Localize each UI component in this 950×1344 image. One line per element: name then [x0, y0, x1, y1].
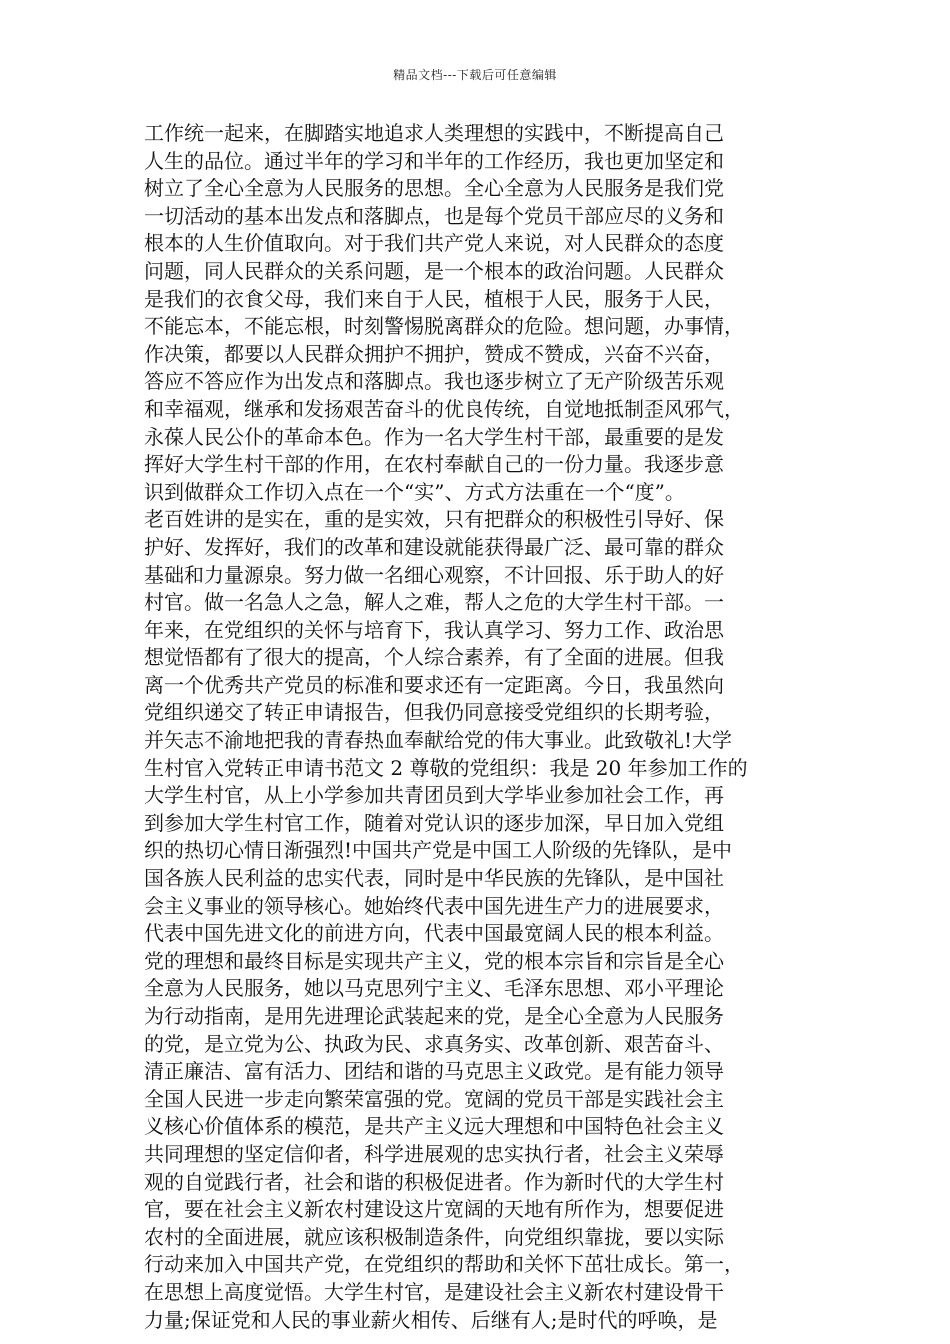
- body-line: 共同理想的坚定信仰者，科学进展观的忠实执行者，社会主义荣辱: [144, 1141, 724, 1166]
- body-line: 想觉悟都有了很大的提高，个人综合素养，有了全面的进展。但我: [144, 645, 724, 670]
- body-line: 到参加大学生村官工作，随着对党认识的逐步加深，早日加入党组: [144, 810, 724, 835]
- body-line: 为行动指南，是用先进理论武装起来的党，是全心全意为人民服务: [144, 1004, 724, 1028]
- body-line: 不能忘本，不能忘根，时刻警惕脱离群众的危险。想问题，办事情，: [144, 314, 744, 339]
- body-line: 识到做群众工作切入点在一个“实”、方式方法重在一个“度”。: [144, 479, 685, 504]
- body-line: 代表中国先进文化的前进方向，代表中国最宽阔人民的根本利益。: [144, 921, 724, 946]
- body-line: 树立了全心全意为人民服务的思想。全心全意为人民服务是我们党: [144, 176, 724, 201]
- body-line: 年来，在党组织的关怀与培育下，我认真学习、努力工作、政治思: [144, 617, 724, 642]
- body-line: 行动来加入中国共产党，在党组织的帮助和关怀下茁壮成长。第一，: [144, 1252, 744, 1277]
- body-line: 并矢志不渝地把我的青春热血奉献给党的伟大事业。此致敬礼!大学: [144, 728, 733, 753]
- body-line: 农村的全面进展，就应该积极制造条件，向党组织靠拢，要以实际: [144, 1224, 724, 1249]
- body-line: 全国人民进一步走向繁荣富强的党。宽阔的党员干部是实践社会主: [144, 1086, 724, 1111]
- body-line: 大学生村官，从上小学参加共青团员到大学毕业参加社会工作，再: [144, 783, 724, 808]
- body-line: 党组织递交了转正申请报告，但我仍同意接受党组织的长期考验，: [144, 700, 724, 725]
- body-line: 党的理想和最终目标是实现共产主义，党的根本宗旨和宗旨是全心: [144, 948, 724, 973]
- body-line: 人生的品位。通过半年的学习和半年的工作经历，我也更加坚定和: [144, 148, 724, 173]
- body-line: 永葆人民公仆的革命本色。作为一名大学生村干部，最重要的是发: [144, 424, 724, 449]
- body-line: 织的热切心情日渐强烈!中国共产党是中国工人阶级的先锋队，是中: [144, 838, 733, 863]
- body-line: 作决策，都要以人民群众拥护不拥护，赞成不赞成，兴奋不兴奋，: [144, 341, 724, 366]
- body-line: 问题，同人民群众的关系问题，是一个根本的政治问题。人民群众: [144, 258, 724, 283]
- body-line: 和幸福观，继承和发扬艰苦奋斗的优良传统，自觉地抵制歪风邪气，: [144, 396, 744, 421]
- body-line: 护好、发挥好，我们的改革和建设就能获得最广泛、最可靠的群众: [144, 534, 724, 559]
- body-line: 基础和力量源泉。努力做一名细心观察，不计回报、乐于助人的好: [144, 562, 724, 587]
- body-line: 工作统一起来，在脚踏实地追求人类理想的实践中，不断提高自己: [144, 121, 724, 145]
- body-line: 村官。做一名急人之急，解人之难，帮人之危的大学生村干部。一: [144, 590, 724, 615]
- body-line: 离一个优秀共产党员的标准和要求还有一定距离。今日，我虽然向: [144, 672, 724, 697]
- body-line: 全意为人民服务，她以马克思列宁主义、毛泽东思想、邓小平理论: [144, 976, 724, 1001]
- body-line: 一切活动的基本出发点和落脚点，也是每个党员干部应尽的义务和: [144, 203, 724, 228]
- body-line: 挥好大学生村干部的作用，在农村奉献自己的一份力量。我逐步意: [144, 452, 724, 477]
- page-header: 精品文档---下载后可任意编辑: [393, 68, 557, 82]
- body-line: 老百姓讲的是实在，重的是实效，只有把群众的积极性引导好、保: [144, 507, 724, 532]
- body-line: 在思想上高度觉悟。大学生村官，是建设社会主义新农村建设骨干: [144, 1279, 724, 1304]
- body-line: 是我们的衣食父母，我们来自于人民，植根于人民，服务于人民，: [144, 286, 724, 311]
- body-line: 的党，是立党为公、执政为民、求真务实、改革创新、艰苦奋斗、: [144, 1031, 724, 1056]
- body-line: 清正廉洁、富有活力、团结和谐的马克思主义政党。是有能力领导: [144, 1059, 724, 1084]
- body-text: [144, 120, 824, 1334]
- body-line: 答应不答应作为出发点和落脚点。我也逐步树立了无产阶级苦乐观: [144, 369, 724, 394]
- body-line: 义核心价值体系的模范，是共产主义远大理想和中国特色社会主义: [144, 1114, 724, 1139]
- body-line: 官，要在社会主义新农村建设这片宽阔的天地有所作为，想要促进: [144, 1197, 724, 1222]
- body-line: 国各族人民利益的忠实代表，同时是中华民族的先锋队，是中国社: [144, 866, 724, 891]
- body-line: 力量;保证党和人民的事业薪火相传、后继有人;是时代的呼唤，是: [144, 1307, 718, 1332]
- body-line: 会主义事业的领导核心。她始终代表中国先进生产力的进展要求，: [144, 893, 724, 918]
- body-line: 生村官入党转正申请书范文 2 尊敬的党组织：我是 20 年参加工作的: [144, 755, 748, 780]
- body-line: 根本的人生价值取向。对于我们共产党人来说，对人民群众的态度: [144, 231, 724, 256]
- body-line: 观的自觉践行者，社会和谐的积极促进者。作为新时代的大学生村: [144, 1169, 724, 1194]
